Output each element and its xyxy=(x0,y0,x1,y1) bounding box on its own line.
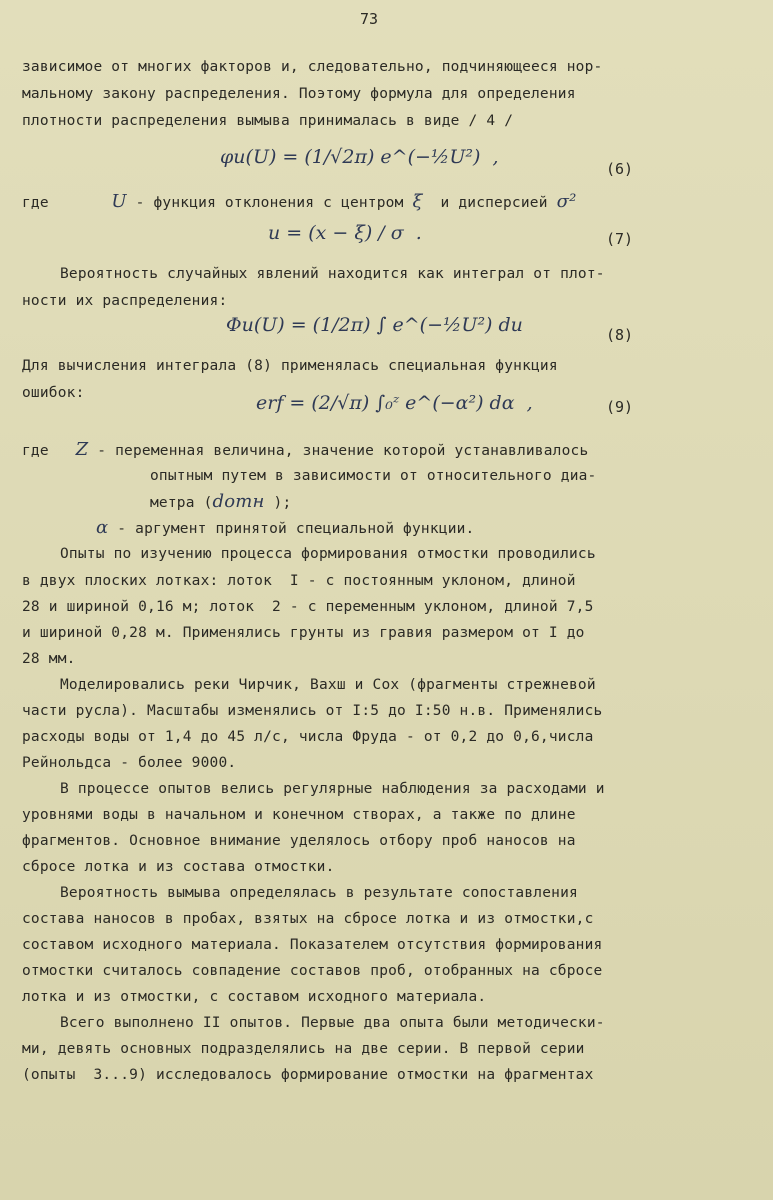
formula-9: erf = (2/√π) ∫₀ᶻ e^(−α²) dα , xyxy=(256,392,533,414)
equation-number-9: (9) xyxy=(606,398,634,416)
text-line: уровнями воды в начальном и конечном створах, а также по длине xyxy=(22,807,576,823)
definition-z xyxy=(22,441,588,460)
text-line: (опыты 3...9) исследовалось формирование отмостки на фрагментах xyxy=(22,1067,594,1083)
u-symbol: U xyxy=(111,191,127,212)
definition-z-line3: метра (dотн ); xyxy=(150,491,292,512)
text-line: В процессе опытов велись регулярные наблюдения за расходами и xyxy=(60,781,605,797)
sigma-symbol: σ² xyxy=(556,191,577,212)
text-line: в двух плоских лотках: лоток I - с постоянным уклоном, длиной xyxy=(22,573,576,589)
equation-number-6: (6) xyxy=(606,160,634,178)
text-line: отмостки считалось совпадение составов проб, отобранных на сбросе xyxy=(22,963,603,979)
text-line: составом исходного материала. Показателем отсутствия формирования xyxy=(22,937,603,953)
gde-label: где xyxy=(22,443,49,459)
text-line: ности их распределения: xyxy=(22,293,228,309)
xi-symbol: ξ xyxy=(412,191,423,212)
z-description: - переменная величина, значение которой устанавливалось xyxy=(97,443,589,459)
text-line: и шириной 0,28 м. Применялись грунты из гравия размером от I до xyxy=(22,625,585,641)
text-line: ми, девять основных подразделялись на две серии. В первой серии xyxy=(22,1041,585,1057)
equation-number-7: (7) xyxy=(606,230,634,248)
text-line: состава наносов в пробах, взятых на сбросе лотка и из отмостки,с xyxy=(22,911,594,927)
text-line: Моделировались реки Чирчик, Вахш и Сох (фрагменты стрежневой xyxy=(60,677,596,693)
text-line: Всего выполнено II опытов. Первые два опыта были методически- xyxy=(60,1015,605,1031)
text-line: Вероятность вымыва определялась в результате сопоставления xyxy=(60,885,578,901)
u-description-2: и дисперсией xyxy=(440,195,548,211)
text-line: лотка и из отмостки, с составом исходного материала. xyxy=(22,989,487,1005)
text-line: зависимое от многих факторов и, следовательно, подчиняющееся нор- xyxy=(22,59,603,75)
text-line: части русла). Масштабы изменялись от I:5 до I:50 н.в. Применялись xyxy=(22,703,603,719)
text-line: плотности распределения вымыва принималась в виде / 4 / xyxy=(22,113,514,129)
text-line: сбросе лотка и из состава отмостки. xyxy=(22,859,335,875)
definition-alpha xyxy=(96,519,475,538)
text-line: 28 мм. xyxy=(22,651,76,667)
u-description: - функция отклонения с центром xyxy=(135,195,404,211)
formula-6: φu(U) = (1/√2π) e^(−½U²) , xyxy=(220,146,499,168)
alpha-description: - аргумент принятой специальной функции. xyxy=(117,521,475,537)
page-number: 73 xyxy=(360,10,379,28)
text-line: фрагментов. Основное внимание уделялось отбору проб наносов на xyxy=(22,833,576,849)
text-line: расходы воды от 1,4 до 45 л/с, числа Фруда - от 0,2 до 0,6,числа xyxy=(22,729,594,745)
text-line: мальному закону распределения. Поэтому формула для определения xyxy=(22,86,576,102)
formula-8: Φu(U) = (1/2π) ∫ e^(−½U²) du xyxy=(226,314,523,336)
text-line: ошибок: xyxy=(22,385,85,401)
gde-label: где xyxy=(22,195,49,211)
d-otn-symbol: dотн xyxy=(212,491,265,512)
alpha-symbol: α xyxy=(96,517,109,538)
definition-u xyxy=(22,193,576,212)
text-line: опытным путем в зависимости от относительного диа- xyxy=(150,468,597,484)
text-line: Для вычисления интеграла (8) применялась специальная функция xyxy=(22,358,558,374)
equation-number-8: (8) xyxy=(606,326,634,344)
text-line: Рейнольдса - более 9000. xyxy=(22,755,237,771)
text-line: 28 и шириной 0,16 м; лоток 2 - с переменным уклоном, длиной 7,5 xyxy=(22,599,594,615)
text-line: Опыты по изучению процесса формирования отмостки проводились xyxy=(60,546,596,562)
text-line: Вероятность случайных явлений находится как интеграл от плот- xyxy=(60,266,605,282)
z-symbol: Z xyxy=(75,439,89,460)
formula-7: u = (x − ξ) / σ . xyxy=(268,222,422,244)
